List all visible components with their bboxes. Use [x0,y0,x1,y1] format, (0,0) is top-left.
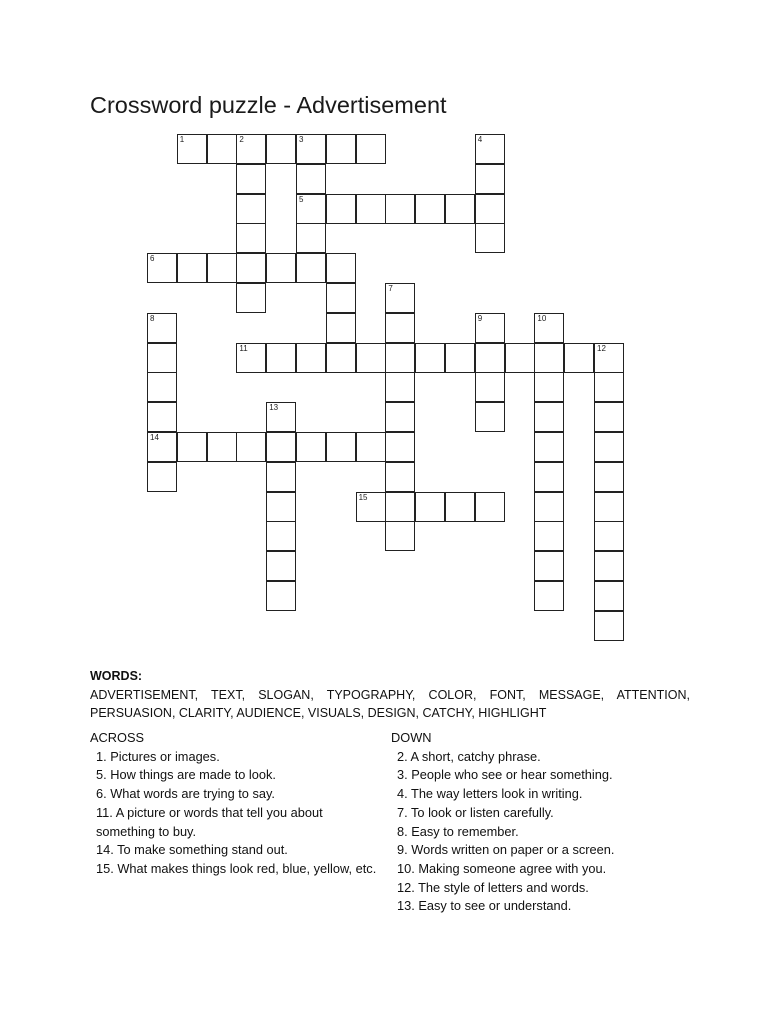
clue-number: 7 [388,284,393,293]
across-clues [90,729,385,879]
grid-cell[interactable] [147,343,177,373]
grid-cell[interactable] [385,402,415,432]
grid-cell[interactable] [356,194,386,224]
grid-cell[interactable] [594,551,624,581]
grid-cell[interactable] [236,253,266,283]
grid-cell[interactable] [356,134,386,164]
grid-cell[interactable] [385,343,415,373]
clue-number: 4 [477,135,483,144]
down-clue: 13. Easy to see or understand. [397,898,572,914]
down-clue: 7. To look or listen carefully. [397,804,554,820]
grid-cell[interactable] [475,194,505,224]
grid-cell[interactable] [177,432,207,462]
grid-cell[interactable] [326,253,356,283]
clue-number: 11 [239,343,248,353]
grid-cell[interactable] [475,223,505,253]
grid-cell[interactable] [534,402,564,432]
word-bank: ADVERTISEMENT, TEXT, SLOGAN, TYPOGRAPHY, COLOR, FONT, MESSAGE, ATTENTION, PERSUASION, CLARITY, AUDIENCE, VISUALS, DESIGN, CATCHY, HIGHLIGHT [90,688,690,720]
clue-number: 12 [597,343,606,353]
words-heading: WORDS: [90,669,143,683]
page-title: Crossword puzzle - Advertisement [90,92,447,118]
grid-cell[interactable] [236,194,266,224]
grid-cell[interactable] [326,134,356,164]
grid-cell[interactable] [266,134,296,164]
grid-cell[interactable] [534,581,564,611]
grid-cell[interactable] [147,402,177,432]
grid-cell[interactable] [147,372,177,402]
grid-cell[interactable] [475,134,505,164]
grid-cell[interactable] [594,343,624,373]
grid-cell[interactable] [236,432,266,462]
grid-cell[interactable] [534,343,564,373]
grid-cell[interactable] [594,611,624,641]
grid-cell[interactable] [266,253,296,283]
clue-number: 2 [239,135,244,144]
grid-cell[interactable] [266,343,296,373]
grid-cell[interactable] [296,343,326,373]
grid-cell[interactable] [147,462,177,492]
grid-cell[interactable] [594,581,624,611]
grid-cell[interactable] [266,432,296,462]
grid-cell[interactable] [415,194,445,224]
grid-cell[interactable] [475,164,505,194]
grid-cell[interactable] [594,492,624,522]
grid-cell[interactable] [266,551,296,581]
grid-cell[interactable] [564,343,594,373]
grid-cell[interactable] [356,492,386,522]
grid-cell[interactable] [594,432,624,462]
clue-number: 5 [299,194,304,204]
grid-cell[interactable] [266,581,296,611]
down-clue: 3. People who see or hear something. [397,767,613,783]
grid-cell[interactable] [356,343,386,373]
grid-cell[interactable] [385,313,415,343]
grid-cell[interactable] [415,492,445,522]
grid-cell[interactable] [236,283,266,313]
grid-cell[interactable] [207,253,237,283]
grid-cell[interactable] [236,343,266,373]
down-clue: 9. Words written on paper or a screen. [397,842,615,858]
grid-cell[interactable] [534,521,564,551]
grid-cell[interactable] [445,194,475,224]
grid-cell[interactable] [534,551,564,581]
across-clue: 14. To make something stand out. [96,842,288,858]
grid-cell[interactable] [207,432,237,462]
grid-cell[interactable] [356,432,386,462]
grid-cell[interactable] [534,492,564,522]
down-heading: DOWN [391,730,432,745]
down-clue: 12. The style of letters and words. [397,879,589,895]
grid-cell[interactable] [326,194,356,224]
grid-cell[interactable] [415,343,445,373]
grid-cell[interactable] [147,253,177,283]
grid-cell[interactable] [385,492,415,522]
grid-cell[interactable] [534,372,564,402]
clue-number: 9 [477,313,483,323]
grid-cell[interactable] [475,402,505,432]
grid-cell[interactable] [445,492,475,522]
clue-number: 10 [537,313,547,323]
across-clue: 1. Pictures or images. [96,748,220,764]
down-clue: 4. The way letters look in writing. [397,786,583,802]
grid-cell[interactable] [266,492,296,522]
clue-number: 8 [150,313,155,323]
clue-number: 15 [358,492,368,502]
grid-cell[interactable] [266,521,296,551]
grid-cell[interactable] [594,372,624,402]
clue-number: 3 [299,135,304,144]
grid-cell[interactable] [505,343,535,373]
across-clue: 6. What words are trying to say. [96,786,275,802]
across-heading: ACROSS [90,730,145,745]
grid-cell[interactable] [296,194,326,224]
across-clue: 5. How things are made to look. [96,767,276,783]
grid-cell[interactable] [385,283,415,313]
clue-number: 6 [150,254,155,264]
grid-cell[interactable] [236,164,266,194]
grid-cell[interactable] [296,223,326,253]
grid-cell[interactable] [534,462,564,492]
grid-cell[interactable] [385,372,415,402]
grid-cell[interactable] [326,343,356,373]
grid-cell[interactable] [326,283,356,313]
down-clue: 10. Making someone agree with you. [397,860,607,876]
down-clue: 2. A short, catchy phrase. [397,748,541,764]
grid-cell[interactable] [385,521,415,551]
grid-cell[interactable] [385,432,415,462]
down-clues [391,729,661,916]
grid-cell[interactable] [147,313,177,343]
grid-cell[interactable] [296,134,326,164]
grid-cell[interactable] [534,432,564,462]
grid-cell[interactable] [385,194,415,224]
grid-cell[interactable] [475,372,505,402]
grid-cell[interactable] [594,462,624,492]
grid-cell[interactable] [147,432,177,462]
down-clue: 8. Easy to remember. [397,823,519,839]
grid-cell[interactable] [445,343,475,373]
grid-cell[interactable] [296,253,326,283]
grid-cell[interactable] [266,402,296,432]
grid-cell[interactable] [475,343,505,373]
grid-cell[interactable] [177,253,207,283]
grid-cell[interactable] [236,223,266,253]
grid-cell[interactable] [594,402,624,432]
grid-cell[interactable] [266,462,296,492]
grid-cell[interactable] [475,492,505,522]
grid-cell[interactable] [177,134,207,164]
clue-number: 1 [179,135,185,144]
across-clue: 15. What makes things look red, blue, yellow, etc. [96,860,377,876]
grid-cell[interactable] [594,521,624,551]
grid-cell[interactable] [207,134,237,164]
grid-cell[interactable] [296,164,326,194]
clue-number: 13 [269,403,279,413]
grid-cell[interactable] [296,432,326,462]
grid-cell[interactable] [534,313,564,343]
grid-cell[interactable] [326,432,356,462]
clue-number: 14 [150,433,159,442]
grid-cell[interactable] [475,313,505,343]
grid-cell[interactable] [236,134,266,164]
grid-cell[interactable] [385,462,415,492]
grid-cell[interactable] [326,313,356,343]
across-clue: 11. A picture or words that tell you about something to buy. [96,804,323,839]
